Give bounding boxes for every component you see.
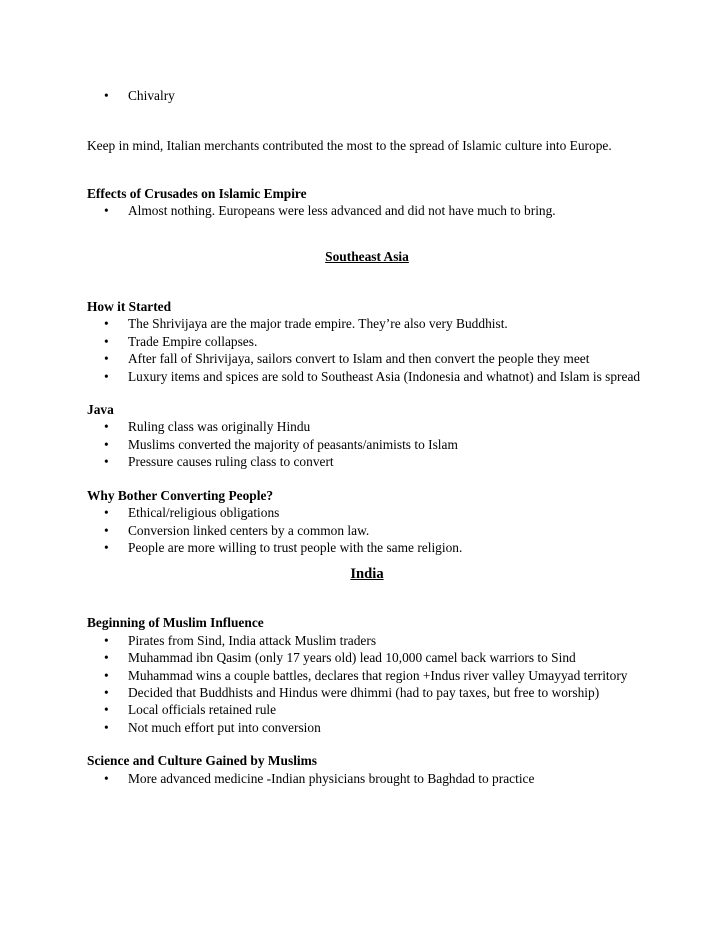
list-item: • Pirates from Sind, India attack Muslim traders	[87, 632, 647, 649]
java-list	[87, 418, 647, 470]
list-item: • Luxury items and spices are sold to Southeast Asia (Indonesia and whatnot) and Islam is spread	[87, 368, 647, 385]
section-heading: Java	[87, 402, 114, 418]
list-item: • Muhammad wins a couple battles, declares that region +Indus river valley Umayyad territory	[87, 667, 647, 684]
list-item: • The Shrivijaya are the major trade empire. They’re also very Buddhist.	[87, 315, 647, 332]
why-bother-list	[87, 504, 647, 556]
list-item: • Chivalry	[87, 87, 647, 104]
beginning-list	[87, 632, 647, 736]
list-item: • Muhammad ibn Qasim (only 17 years old) lead 10,000 camel back warriors to Sind	[87, 649, 647, 666]
section-title-southeast-asia: Southeast Asia	[325, 248, 409, 264]
list-item: • Almost nothing. Europeans were less advanced and did not have much to bring.	[87, 202, 647, 219]
list-item: • Local officials retained rule	[87, 701, 647, 718]
list-item: • Ethical/religious obligations	[87, 504, 647, 521]
list-item: • Trade Empire collapses.	[87, 333, 647, 350]
note-paragraph: Keep in mind, Italian merchants contributed the most to the spread of Islamic culture into Europe.	[87, 138, 612, 154]
crusades-list	[87, 202, 647, 219]
list-item: • Conversion linked centers by a common law.	[87, 522, 647, 539]
top-list	[87, 87, 647, 104]
list-item: • Muslims converted the majority of peasants/animists to Islam	[87, 436, 647, 453]
java-section	[87, 401, 647, 471]
list-item: • Ruling class was originally Hindu	[87, 418, 647, 435]
crusades-section	[87, 185, 647, 220]
document-page	[87, 87, 647, 787]
science-section	[87, 752, 647, 787]
list-item: • After fall of Shrivijaya, sailors convert to Islam and then convert the people they meet	[87, 350, 647, 367]
section-heading: Science and Culture Gained by Muslims	[87, 753, 318, 769]
list-item: • Decided that Buddhists and Hindus were dhimmi (had to pay taxes, but free to worship)	[87, 684, 647, 701]
section-heading: Effects of Crusades on Islamic Empire	[87, 185, 307, 201]
list-item: • Pressure causes ruling class to convert	[87, 453, 647, 470]
list-item: • People are more willing to trust people with the same religion.	[87, 539, 647, 556]
list-item: • Not much effort put into conversion	[87, 719, 647, 736]
why-bother-section	[87, 487, 647, 557]
science-list	[87, 770, 647, 787]
section-heading: How it Started	[87, 299, 172, 315]
section-heading: Beginning of Muslim Influence	[87, 615, 264, 631]
beginning-section	[87, 614, 647, 736]
how-started-list	[87, 315, 647, 385]
how-started-section	[87, 298, 647, 385]
list-item: • More advanced medicine -Indian physicians brought to Baghdad to practice	[87, 770, 647, 787]
section-heading: Why Bother Converting People?	[87, 487, 274, 503]
section-title-india: India	[350, 566, 384, 583]
